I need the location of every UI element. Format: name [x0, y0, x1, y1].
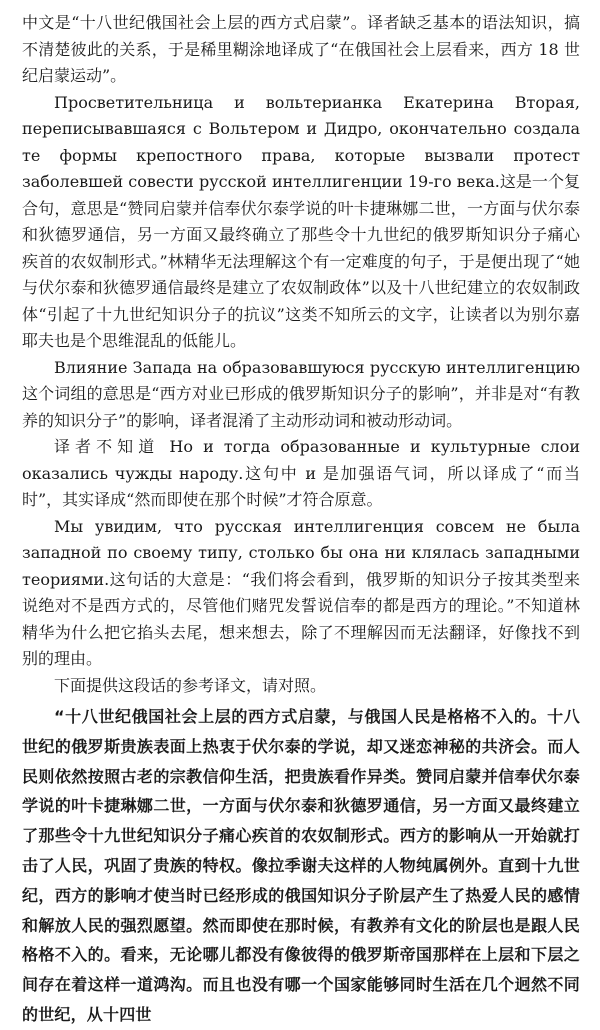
paragraph-2: Просветительница и вольтерианка Екатерина Вторая, переписывавшаяся с Вольтером и Дидро, окончательно создала те формы крепостного права, которые вызвали протест заболевшей совести русской интеллигенции 19-го века.这是一个复合句，意思是“赞同启蒙并信奉伏尔泰学说的叶卡捷琳娜二世，一方面与伏尔泰和狄德罗通信，另一方面又最终确立了那些令十九世纪的俄罗斯知识分子痛心疾首的农奴制形式。”林精华无法理解这个有一定难度的句子，于是便出现了“她与伏尔泰和狄德罗通信最终是建立了农奴制政体”以及十八世纪建立的农奴制政体“引起了十九世纪知识分子的抗议”这类不知所云的文字，让读者以为别尔嘉耶夫也是个思维混乱的低能儿。 — [22, 92, 580, 350]
document-page — [22, 10, 580, 1030]
paragraph-5: Мы увидим, что русская интеллигенция совсем не была западной по своему типу, столько бы она ни клялась западными теориями.这句话的大意是：“我们将会看到，俄罗斯的知识分子按其类型来说绝对不是西方式的，尽管他们赌咒发誓说信奉的都是西方的理论。”不知道林精华为什么把它掐头去尾，想来想去，除了不理解因而无法翻译，好像找不到别的理由。 — [22, 516, 580, 668]
reference-translation-paragraph: “十八世纪俄国社会上层的西方式启蒙，与俄国人民是格格不入的。十八世纪的俄罗斯贵族表面上热衷于伏尔泰的学说，却又迷恋神秘的共济会。而人民则依然按照古老的宗教信仰生活，把贵族看作异类。赞同启蒙并信奉伏尔泰学说的叶卡捷琳娜二世，一方面与伏尔泰和狄德罗通信，另一方面又最终建立了那些令十九世纪知识分子痛心疾首的农奴制形式。西方的影响从一开始就打击了人民，巩固了贵族的特权。像拉季谢夫这样的人物纯属例外。直到十九世纪，西方的影响才使当时已经形成的俄国知识分子阶层产生了热爱人民的感情和解放人民的强烈愿望。然而即使在那时候，有教养有文化的阶层也是跟人民格格不入的。看来，无论哪儿都没有像彼得的俄罗斯帝国那样在上层和下层之间存在着这样一道鸿沟。而且也没有哪一个国家能够同时生活在几个迥然不同的世纪，从十四世 — [22, 707, 580, 1024]
paragraph-1: 中文是“十八世纪俄国社会上层的西方式启蒙”。译者缺乏基本的语法知识，搞不清楚彼此的关系，于是稀里糊涂地译成了“在俄国社会上层看来，西方 18 世纪启蒙运动”。 — [22, 13, 580, 85]
paragraph-3: Влияние Запада на образовавшуюся русскую интеллигенцию这个词组的意思是“西方对业已形成的俄罗斯知识分子的影响”，并非是对“有教养的知识分子”的影响，译者混淆了主动形动词和被动形动词。 — [22, 357, 580, 430]
paragraph-4: 译者不知道 Но и тогда образованные и культурные слои оказались чужды народу.这句中 и 是加强语气词，所以译成了“而当时”，其实译成“然而即使在那个时候”才符合原意。 — [22, 437, 580, 509]
paragraph-6: 下面提供这段话的参考译文，请对照。 — [54, 675, 327, 695]
